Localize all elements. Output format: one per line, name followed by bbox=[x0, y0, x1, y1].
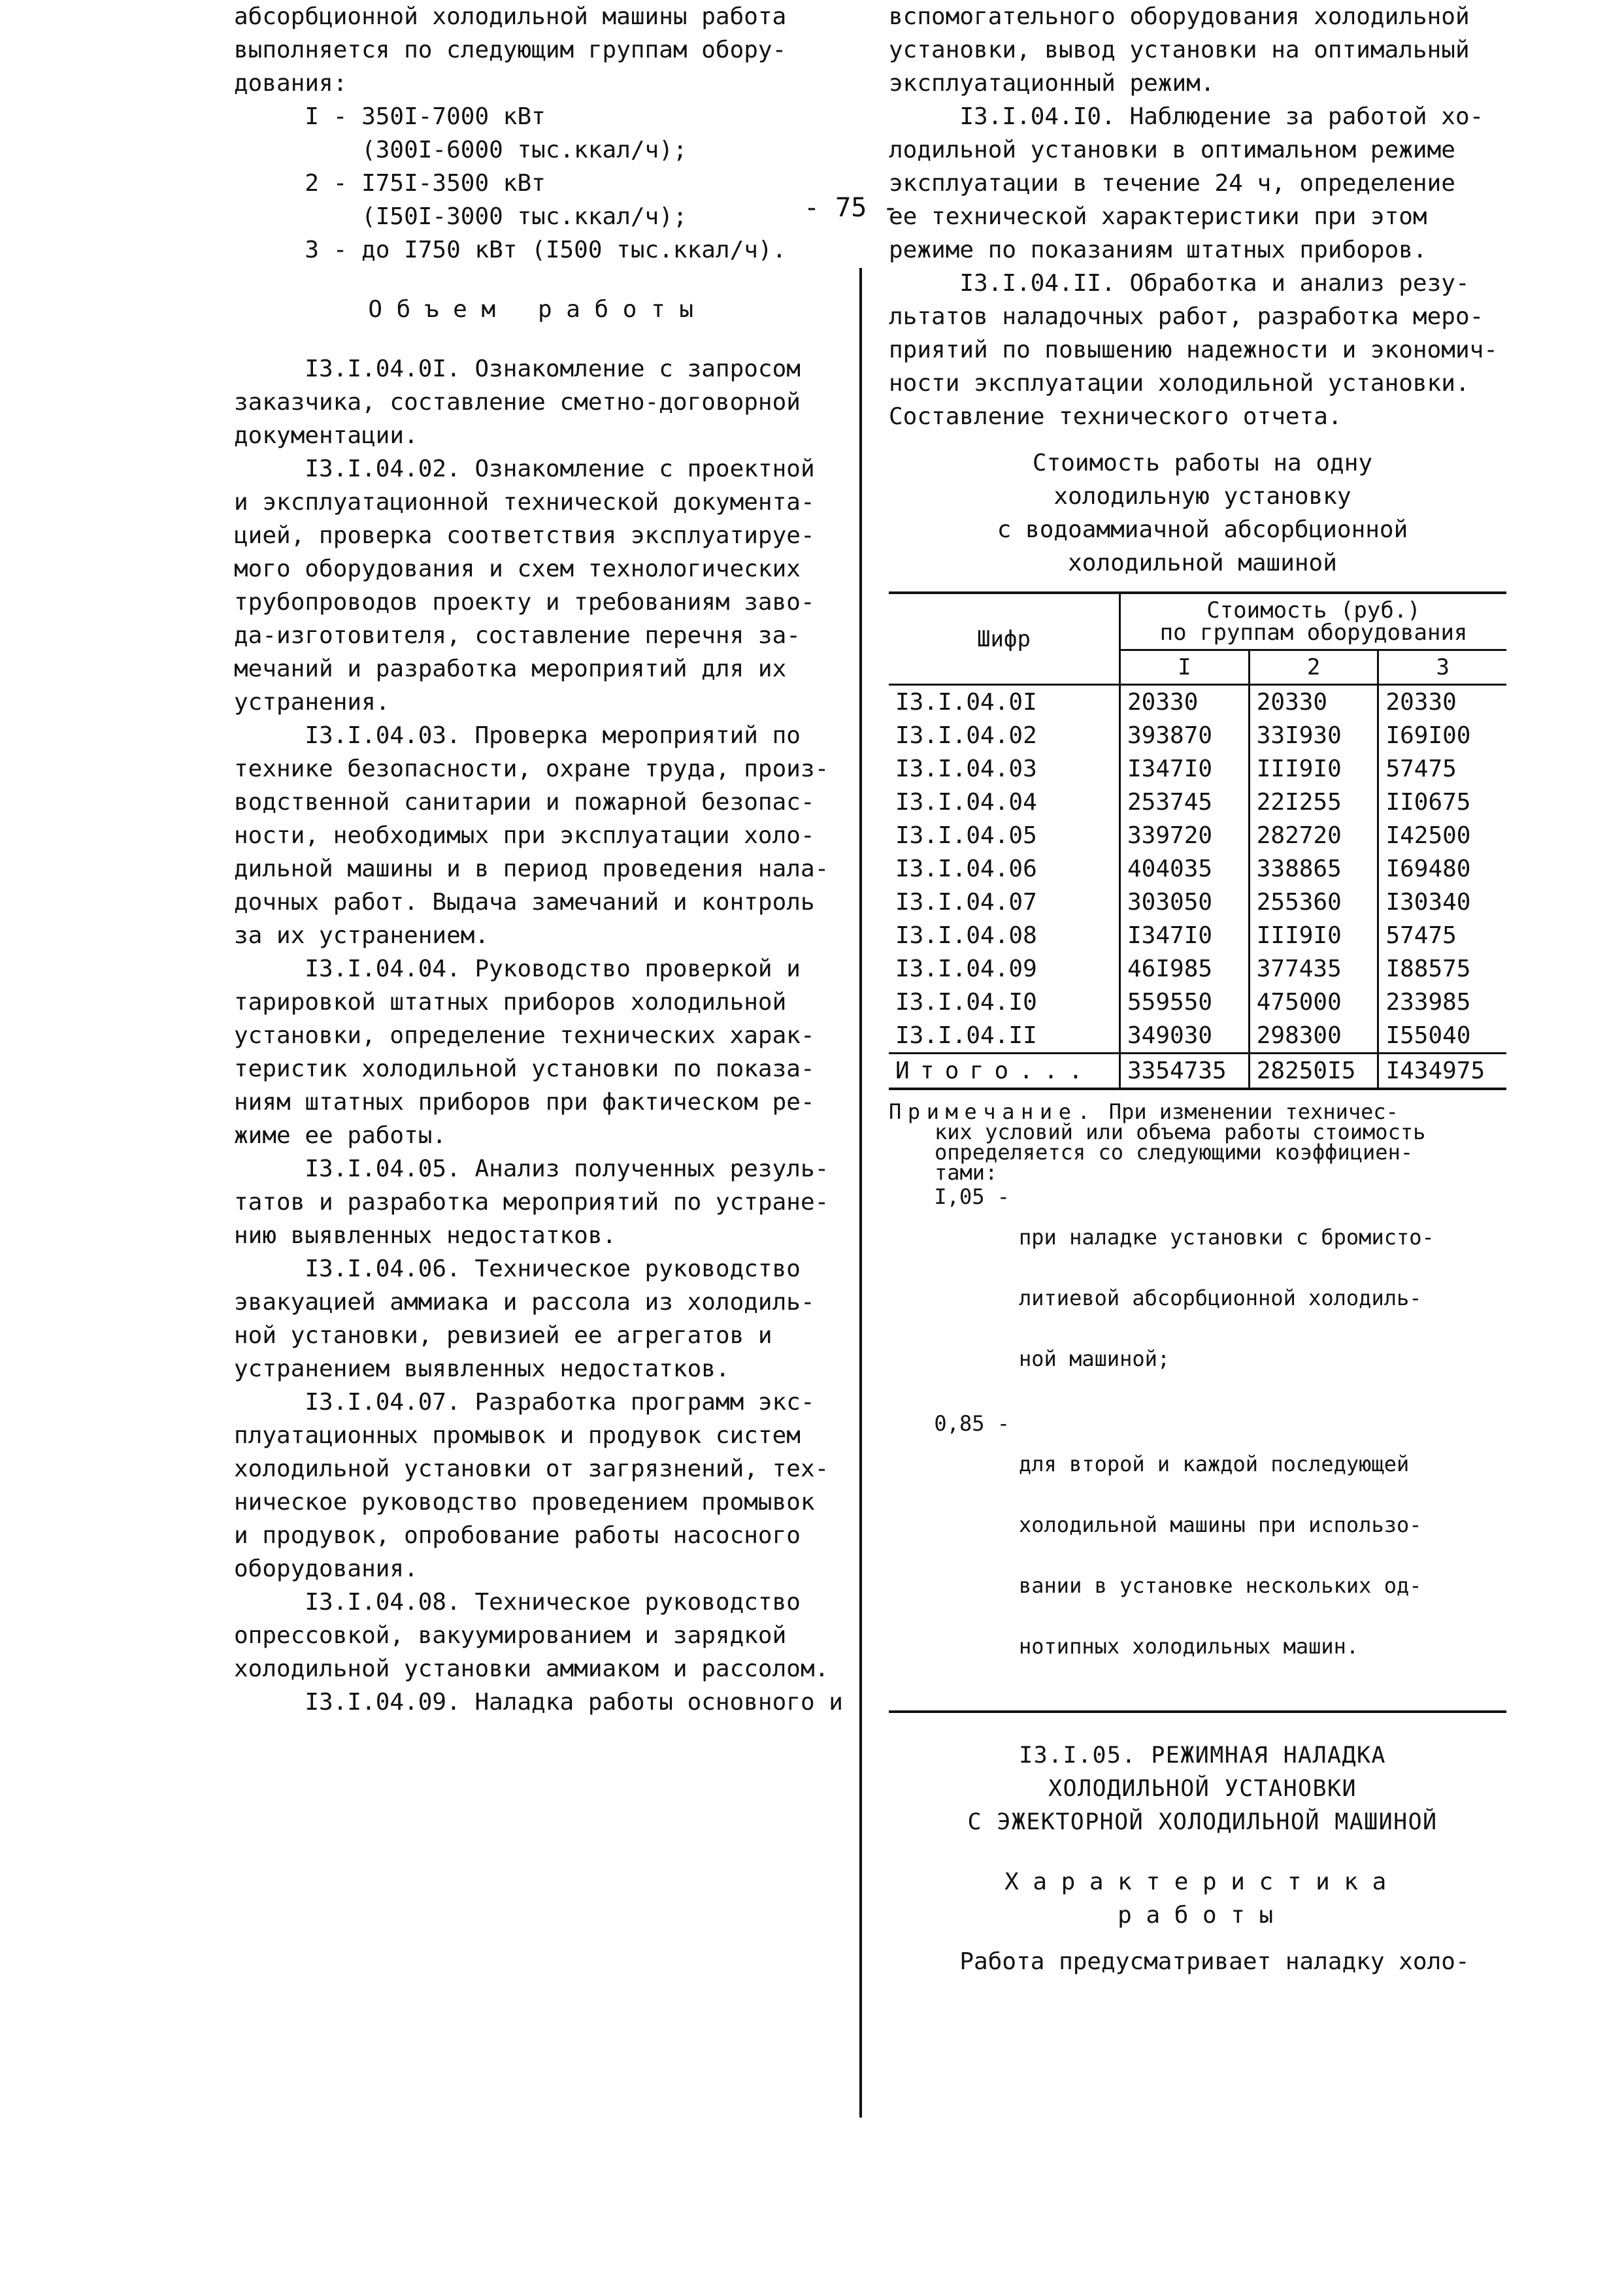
text-line: I3.I.04.07. Разработка программ экс- bbox=[234, 1389, 815, 1416]
row-code: I3.I.04.0I bbox=[895, 689, 1037, 716]
text-line: льтатов наладочных работ, разработка меро- bbox=[889, 303, 1484, 330]
table-title-line: с водоаммиачной абсорбционной bbox=[997, 516, 1408, 543]
row-value: 22I255 bbox=[1249, 786, 1378, 819]
coefficient-item bbox=[889, 1184, 1516, 1410]
row-code: I3.I.04.II bbox=[895, 1022, 1037, 1049]
note-text: тами: bbox=[935, 1160, 998, 1185]
row-value: I347I0 bbox=[1120, 752, 1250, 786]
coefficient-item bbox=[889, 1411, 1516, 1697]
row-value: III9I0 bbox=[1249, 919, 1378, 952]
text-line: режиме по показаниям штатных приборов. bbox=[889, 237, 1427, 263]
text-line: I3.I.04.05. Анализ полученных резуль- bbox=[234, 1155, 829, 1182]
row-value: I88575 bbox=[1378, 952, 1506, 986]
text-line: Составление технического отчета. bbox=[889, 403, 1342, 430]
text-line: вспомогательного оборудования холодильной bbox=[889, 3, 1470, 30]
right-column bbox=[889, 0, 1516, 1978]
text-line: устранения. bbox=[234, 689, 390, 716]
row-value: 475000 bbox=[1249, 986, 1378, 1019]
text-line: и эксплуатационной технической документа- bbox=[234, 489, 815, 516]
row-value: 338865 bbox=[1249, 852, 1378, 886]
text-line: за их устранением. bbox=[234, 922, 489, 949]
total-value: 28250I5 bbox=[1249, 1054, 1378, 1089]
group-line: I - 350I-7000 кВт bbox=[234, 103, 546, 130]
text-line: заказчика, составление сметно-договорной bbox=[234, 389, 801, 416]
text-line: I3.I.04.0I. Ознакомление с запросом bbox=[234, 356, 801, 382]
total-value: I434975 bbox=[1378, 1054, 1506, 1089]
intro-line: выполняется по следующим группам обору- bbox=[234, 37, 787, 63]
row-value: III9I0 bbox=[1249, 752, 1378, 786]
text-line: ническое руководство проведением промывок bbox=[234, 1489, 815, 1516]
table-row bbox=[889, 786, 1506, 819]
group-line: (I50I-3000 тыс.ккал/ч); bbox=[234, 203, 688, 230]
text-line: жиме ее работы. bbox=[234, 1122, 447, 1149]
row-value: 33I930 bbox=[1249, 719, 1378, 752]
text-line: опрессовкой, вакуумированием и зарядкой bbox=[234, 1622, 787, 1649]
row-value: 20330 bbox=[1120, 685, 1250, 720]
cost-header-line: Стоимость (руб.) bbox=[1206, 597, 1421, 623]
row-value: I30340 bbox=[1378, 886, 1506, 919]
coefficient-text: для второй и каждой последующей bbox=[1019, 1452, 1410, 1476]
text-line: и продувок, опробование работы насосного bbox=[234, 1522, 801, 1549]
row-code: I3.I.04.03 bbox=[895, 756, 1037, 782]
row-value: 20330 bbox=[1378, 685, 1506, 720]
text-line: оборудования. bbox=[234, 1555, 418, 1582]
text-line: I3.I.04.09. Наладка работы основного и bbox=[234, 1689, 843, 1716]
row-value: 282720 bbox=[1249, 819, 1378, 852]
subheading-line: Характеристика bbox=[1004, 1869, 1400, 1895]
table-title-line: холодильную установку bbox=[1053, 483, 1351, 510]
row-value: 393870 bbox=[1120, 719, 1250, 752]
text-line: холодильной установки аммиаком и рассолом. bbox=[234, 1655, 829, 1682]
total-label: Итого... bbox=[895, 1057, 1093, 1084]
row-code: I3.I.04.06 bbox=[895, 856, 1037, 882]
column-divider bbox=[859, 268, 862, 2118]
note-text: При изменении техничес- bbox=[1096, 1099, 1399, 1124]
row-value: I55040 bbox=[1378, 1019, 1506, 1054]
row-value: 253745 bbox=[1120, 786, 1250, 819]
group-line: (300I-6000 тыс.ккал/ч); bbox=[234, 137, 688, 163]
note-text: ких условий или объема работы стоимость bbox=[935, 1120, 1426, 1144]
row-value: 404035 bbox=[1120, 852, 1250, 886]
text-line: тарировкой штатных приборов холодильной bbox=[234, 989, 787, 1016]
row-value: I347I0 bbox=[1120, 919, 1250, 952]
text-line: I3.I.04.08. Техническое руководство bbox=[234, 1589, 801, 1616]
text-line: технике безопасности, охране труда, произ- bbox=[234, 756, 829, 782]
left-column bbox=[234, 0, 842, 1719]
text-line: эксплуатации в течение 24 ч, определение bbox=[889, 170, 1455, 197]
total-value: 3354735 bbox=[1120, 1054, 1250, 1089]
group-header-3: 3 bbox=[1378, 650, 1506, 685]
text-line: эксплуатационный режим. bbox=[889, 70, 1215, 97]
subheading-line: работы bbox=[1118, 1902, 1287, 1929]
table-row bbox=[889, 919, 1506, 952]
text-line: I3.I.04.06. Техническое руководство bbox=[234, 1255, 801, 1282]
text-line: Работа предусматривает наладку холо- bbox=[889, 1948, 1470, 1975]
text-line: мого оборудования и схем технологических bbox=[234, 556, 801, 582]
group-header-2: 2 bbox=[1249, 650, 1378, 685]
table-row bbox=[889, 886, 1506, 919]
coefficient-text: нотипных холодильных машин. bbox=[1019, 1634, 1359, 1659]
table-title-line: Стоимость работы на одну bbox=[1032, 450, 1373, 476]
row-value: 20330 bbox=[1249, 685, 1378, 720]
row-code: I3.I.04.I0 bbox=[895, 989, 1037, 1016]
text-line: устранением выявленных недостатков. bbox=[234, 1355, 730, 1382]
cost-header-line: по группам оборудования bbox=[1159, 620, 1468, 646]
text-line: лодильной установки в оптимальном режиме bbox=[889, 137, 1455, 163]
text-line: теристик холодильной установки по показа- bbox=[234, 1056, 815, 1082]
table-row bbox=[889, 1019, 1506, 1054]
text-line: I3.I.04.04. Руководство проверкой и bbox=[234, 956, 801, 982]
table-row bbox=[889, 952, 1506, 986]
table-row bbox=[889, 719, 1506, 752]
row-value: I42500 bbox=[1378, 819, 1506, 852]
row-code: I3.I.04.04 bbox=[895, 789, 1037, 816]
section-title-line: ХОЛОДИЛЬНОЙ УСТАНОВКИ bbox=[1048, 1776, 1357, 1802]
text-line: ее технической характеристики при этом bbox=[889, 203, 1427, 230]
text-line: I3.I.04.I0. Наблюдение за работой хо- bbox=[889, 103, 1484, 130]
text-line: холодильной установки от загрязнений, тех- bbox=[234, 1455, 829, 1482]
row-value: 57475 bbox=[1378, 752, 1506, 786]
cost-table bbox=[889, 591, 1506, 1090]
row-value: 46I985 bbox=[1120, 952, 1250, 986]
text-line: дочных работ. Выдача замечаний и контроль bbox=[234, 889, 815, 916]
row-value: I69480 bbox=[1378, 852, 1506, 886]
text-line: ной установки, ревизией ее агрегатов и bbox=[234, 1322, 772, 1349]
section-title-line: С ЭЖЕКТОРНОЙ ХОЛОДИЛЬНОЙ МАШИНОЙ bbox=[967, 1809, 1438, 1835]
text-line: плуатационных промывок и продувок систем bbox=[234, 1422, 801, 1449]
text-line: да-изготовителя, составление перечня за- bbox=[234, 622, 801, 649]
table-title bbox=[889, 446, 1516, 580]
text-line: установки, вывод установки на оптимальный bbox=[889, 37, 1470, 63]
intro-line: дования: bbox=[234, 70, 348, 97]
text-line: трубопроводов проекту и требованиям заво- bbox=[234, 589, 815, 616]
work-scope-text bbox=[234, 352, 842, 1719]
text-line: водственной санитарии и пожарной безопас- bbox=[234, 789, 815, 816]
table-row bbox=[889, 852, 1506, 886]
text-line: I3.I.04.II. Обработка и анализ резу- bbox=[889, 270, 1470, 297]
coefficient-text: при наладке установки с бромисто- bbox=[1019, 1225, 1434, 1250]
text-line: документации. bbox=[234, 422, 418, 449]
row-value: 339720 bbox=[1120, 819, 1250, 852]
coefficient-value: I,05 - bbox=[934, 1184, 1010, 1209]
row-code: I3.I.04.07 bbox=[895, 889, 1037, 916]
row-value: I69I00 bbox=[1378, 719, 1506, 752]
text-line: ности эксплуатации холодильной установки. bbox=[889, 370, 1470, 397]
table-row bbox=[889, 819, 1506, 852]
row-value: 57475 bbox=[1378, 919, 1506, 952]
table-note bbox=[889, 1099, 1516, 1697]
row-value: 298300 bbox=[1249, 1019, 1378, 1054]
code-column-header: Шифр bbox=[889, 593, 1120, 685]
section-title bbox=[889, 1739, 1516, 1839]
text-line: цией, проверка соответствия эксплуатируе- bbox=[234, 522, 815, 549]
row-value: 303050 bbox=[1120, 886, 1250, 919]
text-line: нию выявленных недостатков. bbox=[234, 1222, 617, 1249]
note-label: Примечание. bbox=[889, 1099, 1097, 1124]
text-line: мечаний и разработка мероприятий для их bbox=[234, 656, 787, 682]
row-value: 559550 bbox=[1120, 986, 1250, 1019]
group-line: 2 - I75I-3500 кВт bbox=[234, 170, 546, 197]
text-line: ности, необходимых при эксплуатации холо- bbox=[234, 822, 815, 849]
row-value: 233985 bbox=[1378, 986, 1506, 1019]
page-number: - 75 - bbox=[804, 193, 899, 223]
table-row bbox=[889, 752, 1506, 786]
text-line: I3.I.04.02. Ознакомление с проектной bbox=[234, 456, 815, 482]
row-value: 255360 bbox=[1249, 886, 1378, 919]
coefficient-text: ной машиной; bbox=[1019, 1346, 1170, 1371]
row-code: I3.I.04.09 bbox=[895, 956, 1037, 982]
group-header-1: I bbox=[1120, 650, 1250, 685]
text-line: приятий по повышению надежности и экономич- bbox=[889, 337, 1498, 363]
row-value: 349030 bbox=[1120, 1019, 1250, 1054]
section-heading: Объем работы bbox=[368, 296, 708, 323]
coefficient-text: вании в установке нескольких од- bbox=[1019, 1573, 1422, 1598]
intro-line: абсорбционной холодильной машины работа bbox=[234, 3, 787, 30]
row-code: I3.I.04.05 bbox=[895, 822, 1037, 849]
text-line: установки, определение технических харак- bbox=[234, 1022, 815, 1049]
coefficient-text: холодильной машины при использо- bbox=[1019, 1512, 1422, 1537]
coefficient-value: 0,85 - bbox=[934, 1411, 1010, 1436]
table-row bbox=[889, 986, 1506, 1019]
text-line: ниям штатных приборов при фактическом ре- bbox=[234, 1089, 815, 1116]
text-line: дильной машины и в период проведения нала- bbox=[234, 856, 829, 882]
table-row bbox=[889, 685, 1506, 720]
row-value: II0675 bbox=[1378, 786, 1506, 819]
cost-column-header bbox=[1120, 593, 1507, 650]
section-title-line: I3.I.05. РЕЖИМНАЯ НАЛАДКА bbox=[1019, 1742, 1386, 1769]
row-value: 377435 bbox=[1249, 952, 1378, 986]
row-code: I3.I.04.02 bbox=[895, 722, 1037, 749]
row-code: I3.I.04.08 bbox=[895, 922, 1037, 949]
text-line: татов и разработка мероприятий по устране- bbox=[234, 1189, 829, 1216]
total-row bbox=[889, 1054, 1506, 1089]
text-line: I3.I.04.03. Проверка мероприятий по bbox=[234, 722, 801, 749]
note-text: определяется со следующими коэффициен- bbox=[935, 1140, 1414, 1165]
table-title-line: холодильной машиной bbox=[1068, 550, 1337, 576]
group-line: 3 - до I750 кВт (I500 тыс.ккал/ч). bbox=[234, 237, 787, 263]
text-line: эвакуацией аммиака и рассола из холодиль- bbox=[234, 1289, 815, 1316]
coefficient-text: литиевой абсорбционной холодиль- bbox=[1019, 1286, 1422, 1310]
